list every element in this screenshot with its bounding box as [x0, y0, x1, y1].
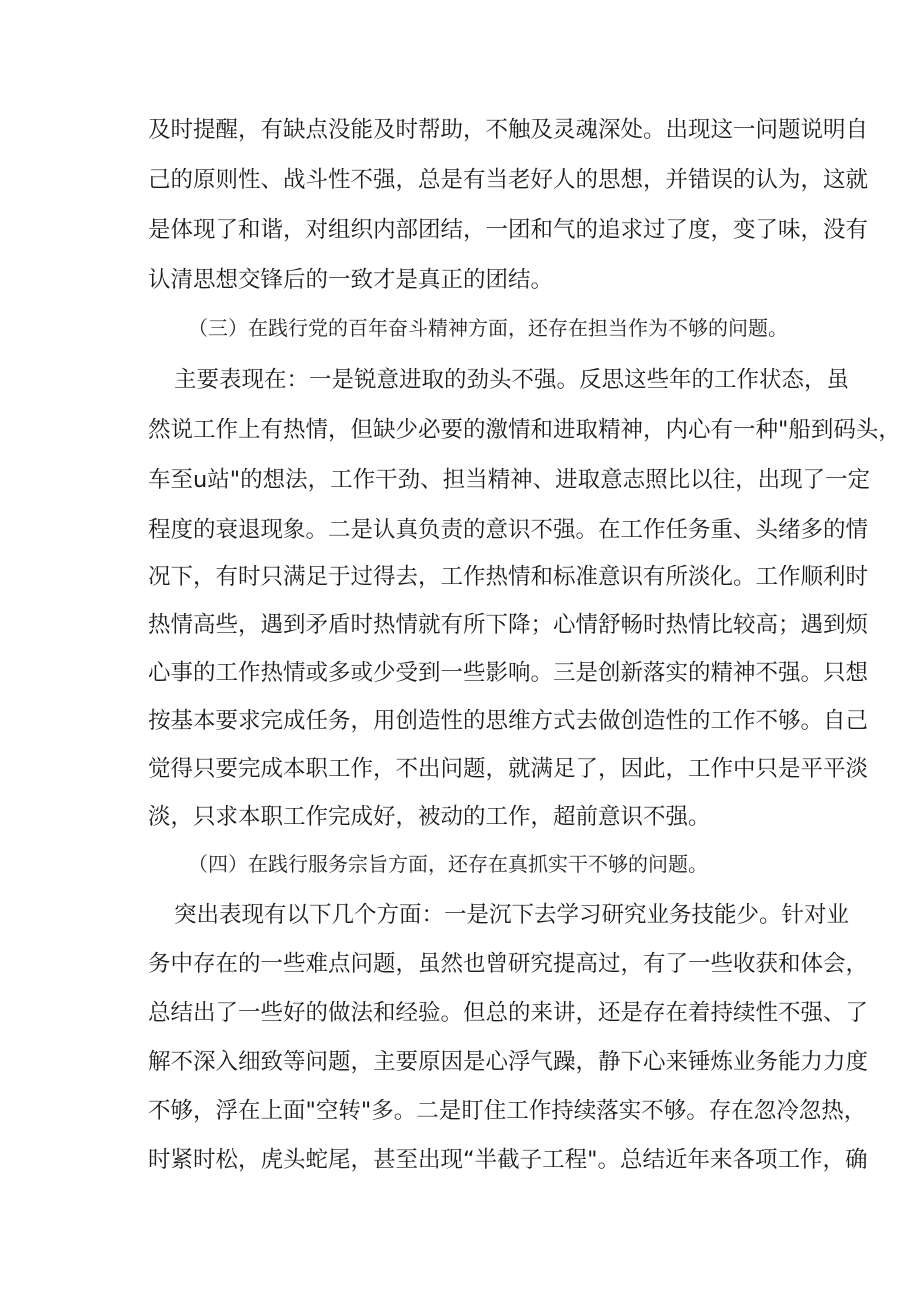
paragraph-3-line-6: 时紧时松，虎头蛇尾，甚至出现“半截子工程"。总结近年来各项工作，确: [148, 1147, 868, 1173]
paragraph-2-line-3: 车至u站"的想法，工作干劲、担当精神、进取意志照比以往，出现了一定: [148, 467, 871, 493]
paragraph-1-line-1: 及时提醒，有缺点没能及时帮助，不触及灵魂深处。出现这一问题说明自: [148, 117, 869, 143]
paragraph-3-line-4: 解不深入细致等问题，主要原因是心浮气躁，静下心来锤炼业务能力力度: [148, 1049, 869, 1075]
paragraph-3-line-3: 总结出了一些好的做法和经验。但总的来讲，还是存在着持续性不强、了: [148, 1000, 869, 1026]
paragraph-3-line-5: 不够，浮在上面"空转"多。二是盯住工作持续落实不够。存在忽冷忽热，: [148, 1098, 867, 1124]
paragraph-3-line-2: 务中存在的一些难点问题，虽然也曾研究提高过，有了一些收获和体会，: [148, 951, 869, 977]
section-heading-4: （四）在践行服务宗旨方面，还存在真抓实干不够的问题。: [188, 852, 708, 876]
paragraph-2-line-2: 然说工作上有热情，但缺少必要的激情和进取精神，内心有一种"船到码头，: [148, 417, 901, 443]
paragraph-1-line-3: 是体现了和谐，对组织内部团结，一团和气的追求过了度，变了味，没有: [148, 217, 869, 243]
paragraph-3-line-1: 突出表现有以下几个方面：一是沉下去学习研究业务技能少。针对业: [174, 902, 850, 928]
paragraph-2-line-9: 觉得只要完成本职工作，不出问题，就满足了，因此，工作中只是平平淡: [148, 756, 869, 782]
paragraph-1-line-4: 认清思想交锋后的一致才是真正的团结。: [148, 267, 554, 293]
paragraph-2-line-1: 主要表现在：一是锐意进取的劲头不强。反思这些年的工作状态，虽: [174, 367, 850, 393]
paragraph-2-line-7: 心事的工作热情或多或少受到一些影响。三是创新落实的精神不强。只想: [148, 660, 869, 686]
paragraph-2-line-4: 程度的衰退现象。二是认真负责的意识不强。在工作任务重、头绪多的情: [148, 517, 869, 543]
paragraph-2-line-5: 况下，有时只满足于过得去，工作热情和标准意识有所淡化。工作顺利时: [148, 564, 869, 590]
section-heading-3: （三）在践行党的百年奋斗精神方面，还存在担当作为不够的问题。: [188, 316, 788, 340]
paragraph-1-line-2: 己的原则性、战斗性不强，总是有当老好人的思想，并错误的认为，这就: [148, 167, 869, 193]
paragraph-2-line-10: 淡，只求本职工作完成好，被动的工作，超前意识不强。: [148, 804, 711, 830]
paragraph-2-line-6: 热情高些，遇到矛盾时热情就有所下降；心情舒畅时热情比较高；遇到烦: [148, 612, 869, 638]
paragraph-2-line-8: 按基本要求完成任务，用创造性的思维方式去做创造性的工作不够。自己: [148, 708, 869, 734]
